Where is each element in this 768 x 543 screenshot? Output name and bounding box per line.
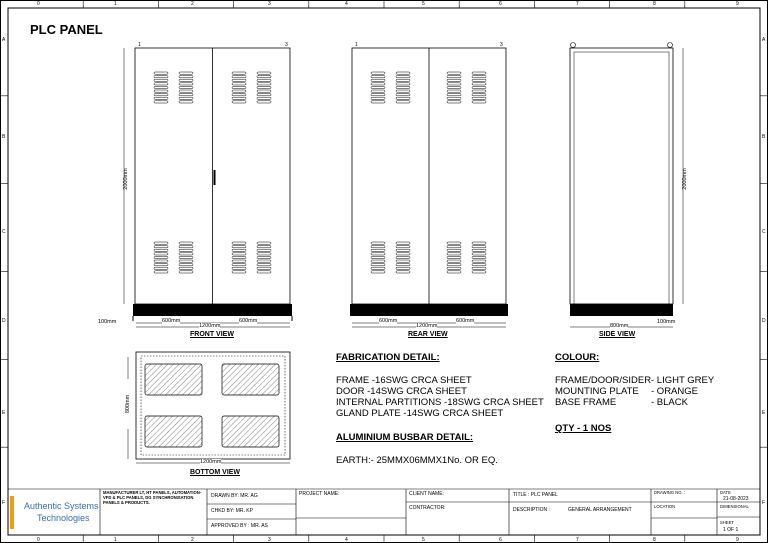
rear-door-left-dim: 600mm xyxy=(379,318,398,324)
gland-cutout xyxy=(222,416,279,447)
front-view-label: FRONT VIEW xyxy=(190,331,234,338)
grid-column-label: 0 xyxy=(37,1,40,7)
gland-cutout xyxy=(222,364,279,395)
front-door-right-dim: 600mm xyxy=(239,318,258,324)
svg-text:3: 3 xyxy=(285,42,288,48)
approved-by: APPROVED BY : MR. AS xyxy=(211,523,268,529)
date-value: 21-08-2023 xyxy=(723,496,749,502)
bottom-width-dim: 1200mm xyxy=(200,459,222,465)
grid-column-label: 1 xyxy=(114,537,117,543)
grid-row-label: E xyxy=(2,410,6,416)
grid-column-label: 8 xyxy=(653,1,656,7)
side-view-label: SIDE VIEW xyxy=(599,331,636,338)
drawing-title: TITLE : PLC PANEL xyxy=(513,492,558,498)
rear-view-label: REAR VIEW xyxy=(408,331,448,338)
grid-column-label: 8 xyxy=(653,537,656,543)
grid-row-label: A xyxy=(2,37,6,43)
colour-value: - BLACK xyxy=(651,397,688,408)
grid-row-label: F xyxy=(2,500,6,506)
bottom-depth-dim: 800mm xyxy=(125,379,131,429)
contractor-field: CONTRACTOR: xyxy=(409,505,446,511)
sheet-label: SHEET xyxy=(720,520,734,525)
front-width-dim: 1200mm xyxy=(199,323,221,329)
grid-column-label: 9 xyxy=(736,1,739,7)
bottom-view-label: BOTTOM VIEW xyxy=(190,469,241,476)
side-view xyxy=(570,43,673,317)
colour-item: MOUNTING PLATE xyxy=(555,386,639,397)
grid-row-label: B xyxy=(762,134,766,140)
grid-row-label: D xyxy=(2,318,6,324)
grid-column-label: 3 xyxy=(268,537,271,543)
grid-column-label: 7 xyxy=(576,537,579,543)
grid-row-label: C xyxy=(762,229,766,235)
fabrication-line: FRAME -16SWG CRCA SHEET xyxy=(336,375,472,386)
client-name-field: CLIENT NAME: xyxy=(409,491,444,497)
logo-bar xyxy=(10,496,14,529)
description-label: DESCRIPTION : xyxy=(513,507,550,513)
colour-item: BASE FRAME xyxy=(555,397,617,408)
grid-column-label: 4 xyxy=(345,1,348,7)
grid-column-label: 7 xyxy=(576,1,579,7)
fabrication-line: INTERNAL PARTITIONS -18SWG CRCA SHEET xyxy=(336,397,544,408)
grid-column-label: 0 xyxy=(37,537,40,543)
grid-column-label: 2 xyxy=(191,1,194,7)
front-base-dim: 100mm xyxy=(98,319,117,325)
front-door-left-dim: 600mm xyxy=(162,318,181,324)
gland-cutout xyxy=(145,364,202,395)
fabrication-line: GLAND PLATE -14SWG CRCA SHEET xyxy=(336,408,504,419)
grid-row-label: D xyxy=(762,318,766,324)
side-base-dim: 100mm xyxy=(657,319,676,325)
grid-column-label: 1 xyxy=(114,1,117,7)
rear-door-right-dim: 600mm xyxy=(456,318,475,324)
location-label: LOCATION xyxy=(654,504,676,509)
rear-view xyxy=(350,42,508,316)
manufacturer-text: MANUFACTURER LT, HT PANELS, AUTOMATION- VFD & PLC PANELS, DG SYNCHRONISATION PANELS & PRODUCTS. xyxy=(103,490,202,505)
company-name-sub: Technologies xyxy=(37,513,90,523)
project-name-field: PROJECT NAME: xyxy=(299,491,340,497)
checked-by: CHKD BY: MR. KP xyxy=(211,508,253,514)
grid-column-label: 6 xyxy=(499,537,502,543)
front-height-dim: 2000mm xyxy=(123,168,129,190)
date-label: DATE xyxy=(720,490,731,495)
grid-column-label: 6 xyxy=(499,1,502,7)
grid-row-label: E xyxy=(762,410,766,416)
colour-heading: COLOUR: xyxy=(555,352,600,363)
svg-text:1: 1 xyxy=(138,42,141,48)
grid-column-label: 3 xyxy=(268,1,271,7)
grid-row-label: B xyxy=(2,134,6,140)
front-view xyxy=(133,42,292,321)
colour-item: FRAME/DOOR/SIDER xyxy=(555,375,652,386)
grid-column-label: 4 xyxy=(345,537,348,543)
qty-label: QTY - 1 NOS xyxy=(555,423,612,434)
busbar-line: EARTH:- 25MMX06MMX1No. OR EQ. xyxy=(336,455,498,466)
description-value: GENERAL ARRANGEMENT xyxy=(568,507,632,513)
sheet-value: 1 OF 1 xyxy=(723,527,739,533)
grid-row-label: A xyxy=(762,37,766,43)
grid-row-label: F xyxy=(762,500,766,506)
svg-text:1: 1 xyxy=(355,42,358,48)
rear-width-dim: 1200mm xyxy=(416,323,438,329)
sheet-title: PLC PANEL xyxy=(30,22,103,37)
side-depth-dim: 800mm xyxy=(610,323,629,329)
grid-column-label: 9 xyxy=(736,537,739,543)
colour-value: - ORANGE xyxy=(651,386,698,397)
fabrication-heading: FABRICATION DETAIL: xyxy=(336,352,440,363)
busbar-heading: ALUMINIUM BUSBAR DETAIL: xyxy=(336,432,474,443)
svg-text:3: 3 xyxy=(500,42,503,48)
dimensional-label: DIMENSIONAL xyxy=(720,504,749,509)
drawing-no-label: DRAWING NO. : xyxy=(654,490,686,495)
grid-row-label: C xyxy=(2,229,6,235)
drawn-by: DRAWN BY: MR. AG xyxy=(211,493,258,499)
gland-cutout xyxy=(145,416,202,447)
grid-column-label: 5 xyxy=(422,1,425,7)
company-name: Authentic Systems xyxy=(24,501,99,511)
colour-value: - LIGHT GREY xyxy=(651,375,715,386)
grid-column-label: 2 xyxy=(191,537,194,543)
fabrication-line: DOOR -14SWG CRCA SHEET xyxy=(336,386,467,397)
side-height-dim: 2000mm xyxy=(682,168,688,190)
grid-column-label: 5 xyxy=(422,537,425,543)
